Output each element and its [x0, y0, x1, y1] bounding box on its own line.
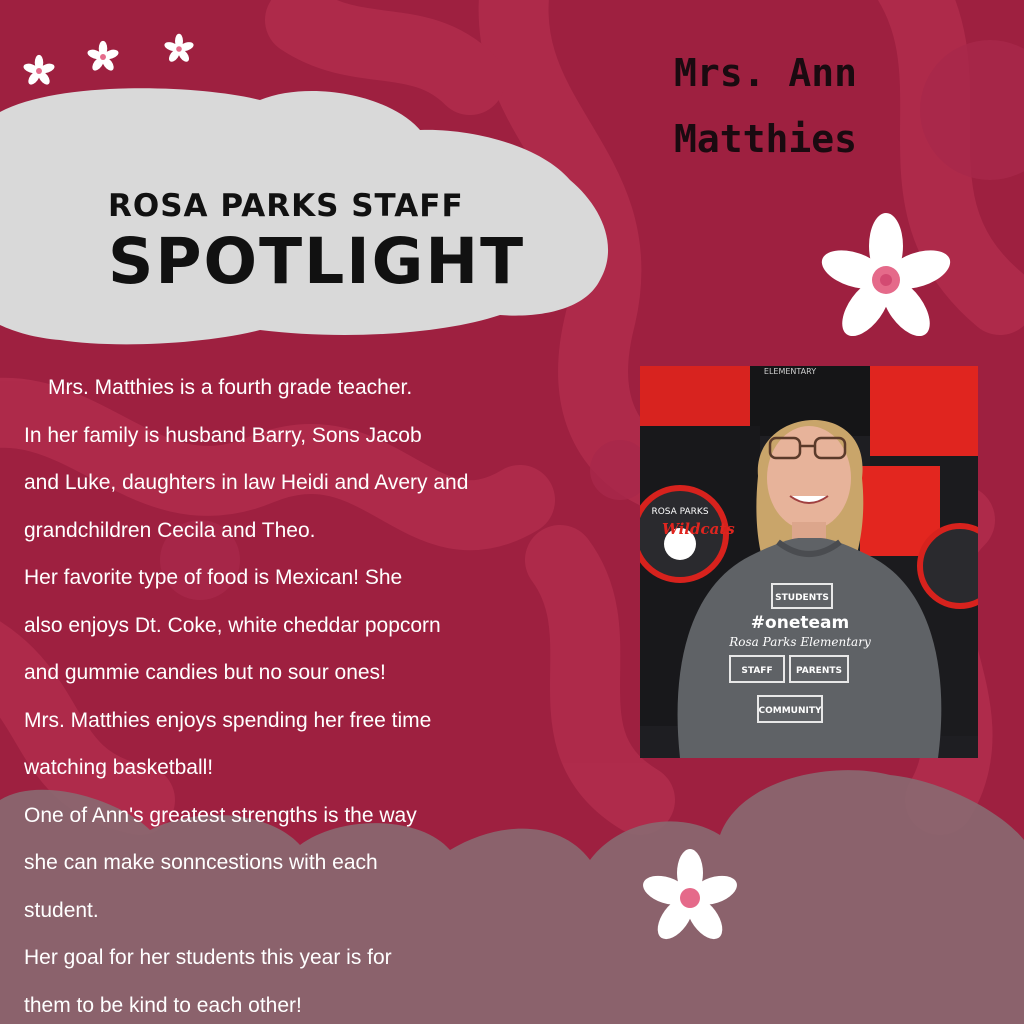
shirt-text: Rosa Parks Elementary: [729, 635, 871, 649]
teacher-photo: [640, 366, 978, 758]
teacher-name-line: Matthies: [674, 117, 858, 161]
bio-line: In her family is husband Barry, Sons Jacob: [24, 423, 422, 447]
flower-icon: [816, 210, 956, 350]
header-title: SPOTLIGHT: [108, 225, 526, 298]
bio-line: also enjoys Dt. Coke, white cheddar popcorn: [24, 613, 441, 637]
shirt-text: STAFF: [741, 666, 773, 676]
shirt-text: COMMUNITY: [758, 706, 822, 716]
teacher-bio: [24, 364, 584, 1024]
flower-icon: [22, 54, 56, 88]
teacher-name-line: Mrs. Ann: [674, 51, 858, 95]
header-subtitle: ROSA PARKS STAFF: [108, 188, 464, 224]
teacher-photo-illustration: [640, 366, 978, 758]
bg-shirt-text: ELEMENTARY: [763, 367, 817, 376]
bio-line: and Luke, daughters in law Heidi and Avery and: [24, 471, 469, 494]
bg-shirt-text: Wildcats: [662, 520, 735, 538]
bio-line: watching basketball!: [24, 756, 214, 779]
bio-line: Her favorite type of food is Mexican! She: [24, 566, 403, 589]
bio-line: she can make sonncestions with each: [24, 851, 378, 874]
shirt-text: #oneteam: [750, 613, 850, 633]
spotlight-header: [108, 188, 578, 298]
bio-line: them to be kind to each other!: [24, 993, 302, 1017]
flower-icon: [638, 846, 742, 950]
shirt-text: PARENTS: [796, 666, 842, 676]
bio-line: student.: [24, 898, 99, 922]
flower-icon: [163, 33, 195, 65]
bio-line: One of Ann's greatest strengths is the way: [24, 803, 417, 827]
shirt-text: STUDENTS: [775, 593, 829, 603]
bio-line: and gummie candies but no sour ones!: [24, 661, 386, 684]
bg-shirt-text: ROSA PARKS: [651, 507, 709, 517]
bio-line: Her goal for her students this year is for: [24, 946, 392, 969]
bio-line: Mrs. Matthies enjoys spending her free time: [24, 708, 432, 732]
teacher-name: [674, 40, 994, 172]
bio-line: Mrs. Matthies is a fourth grade teacher.: [48, 376, 413, 399]
bio-line: grandchildren Cecila and Theo.: [24, 518, 316, 542]
flower-icon: [86, 40, 120, 74]
